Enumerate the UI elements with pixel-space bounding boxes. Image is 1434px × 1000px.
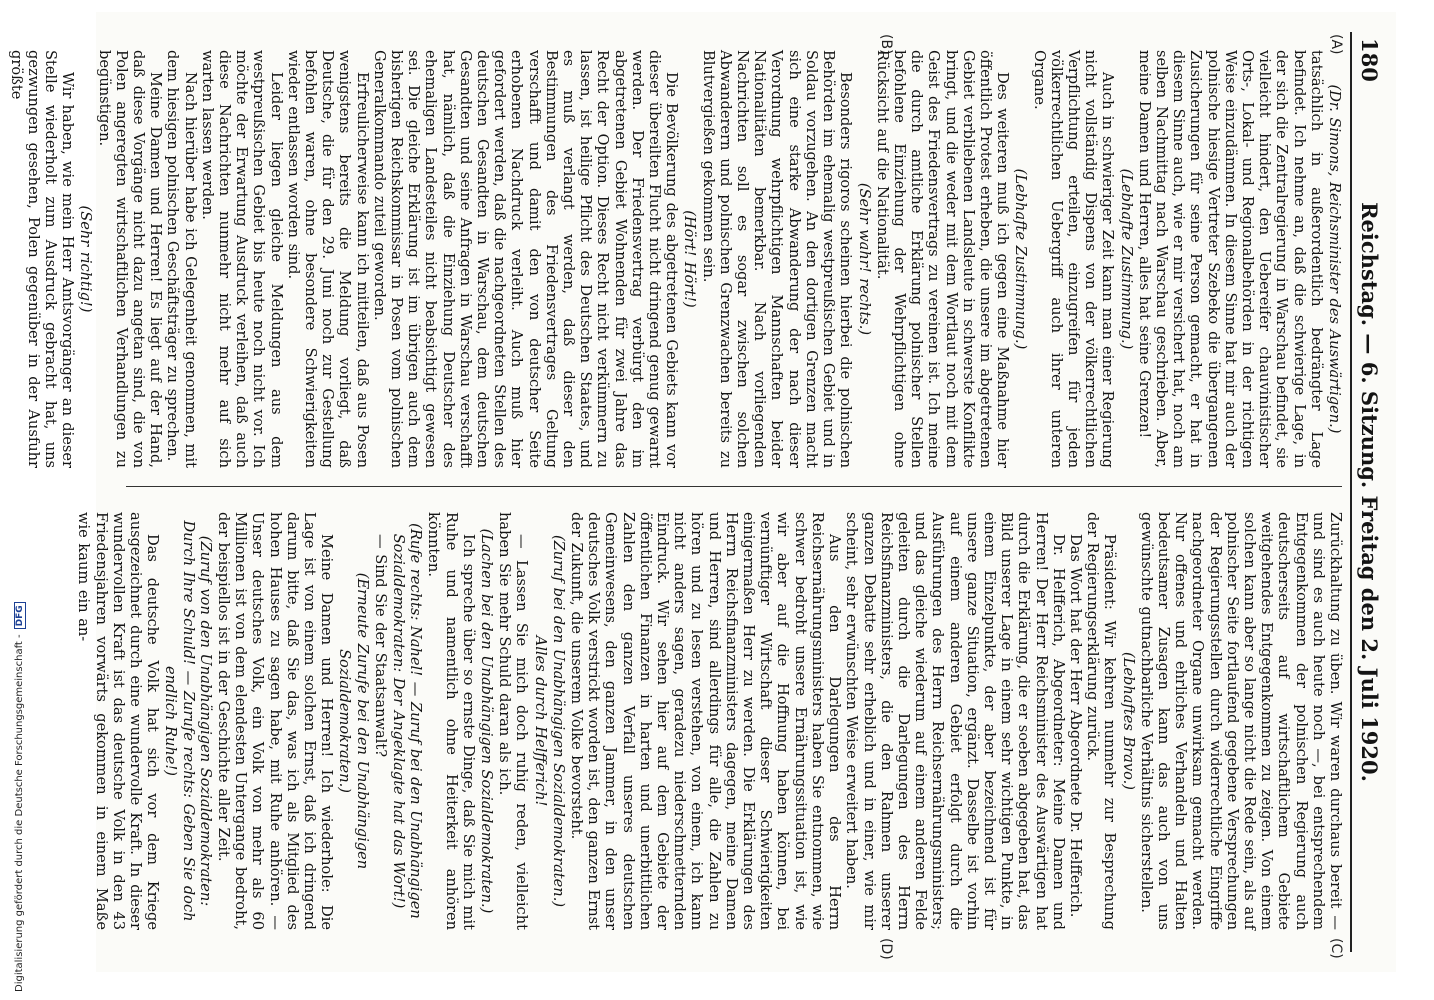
paragraph: Erfreulicherweise kann ich mitteilen, daß aus Posen wenigstens bereits die Meldung vorliegt, daß Deutsche, die für den 29. Juni noch zur Gestellung befohlen waren, ohne besondere Schwierigkeiten wieder entlassen worden sind. [284,50,371,468]
speaker-note: (Dr. Simons, Reichsminister des Auswärtigen.) [1326,84,1343,434]
margin-mark-b: (B) [878,34,894,55]
reaction: (Sehr wahr! rechts.) [855,182,873,336]
margin-mark-c: (C) [1328,938,1344,959]
reaction: (Lebhafte Zustimmung.) [1012,168,1030,350]
header-rule [1350,32,1352,952]
paragraph: Auch in schwieriger Zeit kann man einer Regierung nicht vollständig Dispens von der völkerrechtlichen Verpflichtung erteilen, einzugreifen für jeden völkerrechtlichen Uebergriff auch ihrer unteren Organe. [1030,50,1117,468]
paragraph: — Lassen Sie mich doch ruhig reden, vielleicht haben Sie mehr Schuld daran als ich. [496,512,531,930]
margin-mark-a: (A) [1328,34,1344,55]
paragraph: Zurückhaltung zu üben. Wir waren durchaus bereit — und sind es auch heute noch —, bei entsprechendem Entgegenkommen der polnischen Regierung auch deutscherseits auf wirtschaftlichem Gebiete weitgehendes Entgegenkommen zu zeigen. Von einem solchen kann aber so lange nicht die Rede sein, als auf polnischer Seite fortlaufend gegebene Versprechungen der Regierungsstellen durch widerrechtliche Eingriffe nachgeordneter Organe unwirksam gemacht werden. Nur offenes und ehrliches Verhandeln und Halten bedeutsamer Zusagen kann das auch von uns gewünschte gutnachbarliche Verhältnis sicherstellen. [1137,512,1344,930]
reaction: (Rufe rechts: Nahel! — Zuruf bei den Unabhängigen Sozialdemokraten: Der Angeklagte hat das Wort!) [390,523,425,919]
reaction: (Erneute Zurufe bei den Unabhängigen Sozialdemokraten.) [336,572,371,870]
reaction: Alles durch Helfferich! [531,635,549,807]
page-header [1356,32,1382,952]
paragraph: Präsident: Wir kehren nunmehr zur Besprechung der Regierungserklärung zurück. [1084,512,1119,930]
running-head: Reichstag. — 6. Sitzung. Freitag den 2. Juli 1920. [1357,202,1382,782]
digitization-credit [14,602,26,992]
paragraph: Meine Damen und Herren! Es liegt auf der Hand, daß diese Vorgänge nicht dazu angetan sind, die von Polen angeregten wirtschaftlichen Verhandlungen zu begünstigen. [95,50,165,468]
page-number: 180 [1357,38,1382,82]
reaction: (Hört! Hört!) [681,210,699,308]
paragraph: Des weiteren muß ich gegen eine Maßnahme hier öffentlich Protest erheben, die unsere im abgetretenen Gebiet verbliebenen Landsleute in schwerste Konflikte bringt, und die weder mit dem Wortlaut noch mit dem Geist des Friedensvertrags zu vereinen ist. Ich meine die durch amtliche Erklärung polnischer Stellen befohlene Einziehung der Wehrpflichtigen ohne Rücksicht auf die Nationalität. [873,50,1012,468]
reaction: (Sehr richtig!) [77,205,95,313]
reaction: (Lachen bei den Unabhängigen Sozialdemokraten.) [478,528,496,914]
paragraph: Aus den Darlegungen des Herrn Reichsernährungsministers haben Sie entnommen, wie schwer bedroht unsere Ernährungssituation ist, wie wir aber auf die Hoffnung haben können, bei vernünftiger Wirtschaft dieser Schwierigkeiten einigermaßen Herr zu werden. Die Erklärungen des Herrn Reichsfinanzministers dagegen, meine Damen und Herren, sind allerdings für alle, die Zahlen zu hören und zu lesen verstehen, von einem, ich kann nicht anders sagen, geradezu niederschmetternden Eindruck. Wir sehen hier auf dem Gebiete der öffentlichen Finanzen in harten und unerbittlichen Zahlen den ganzen Verfall unseres deutschen Gemeinwesens, den ganzen Jammer, in den unser deutsches Volk verstrickt worden ist, den ganzen Ernst der Zukunft, die unserem Volke bevorsteht. [568,512,844,930]
paragraph: Besonders rigoros scheinen hierbei die polnischen Behörden im ehemalig westpreußischen Gebiet und in Soldau vorzugehen. An den dortigen Grenzen macht sich eine starke Abwanderung der nach dieser Verordnung wehrpflichtigen Mannschaften beider Nationalitäten bemerkbar. Nach vorliegenden Nachrichten soll es sogar zwischen solchen Abwanderern und polnischen Grenzwachen bereits zu Blutvergießen gekommen sein. [699,50,855,468]
left-column [7,50,1344,468]
dfg-logo: DFG [14,602,26,629]
right-column [75,512,1344,930]
paragraph: Das deutsche Volk hat sich vor dem Kriege ausgezeichnet durch eine wundervolle Kraft. In dieser wundervollen Kraft ist das deutsche Volk in den 43 Friedensjahren vorwärts gekommen in einem Maße wie kaum ein an- [75,512,162,930]
paragraph: Ich spreche über so ernste Dinge, daß Sie mich mit Ruhe und namentlich ohne Heiterkeit anhören könnten. [425,512,477,930]
paragraph: Dr. Helfferich, Abgeordneter: Meine Damen und Herren! Der Herr Reichsminister des Auswärtigen hat durch die Erklärung, die er soeben abgegeben hat, das Bild unserer Lage in einem sehr wichtigen Punkte, in einem Einzelpunkte, der aber bezeichnend ist für unsere ganze Situation, ergänzt. Dasselbe ist vorhin auf einem anderen Gebiet erfolgt durch die Ausführungen des Herrn Reichsernährungsministers; und das gleiche wiederum auf einem anderen Felde geleiten durch die Darlegungen des Herrn Reichsfinanzministers, die den Rahmen unserer ganzen Debatte sehr erheblich und in einer, wie mir scheint, sehr erwünschten Weise erweitert haben. [843,512,1067,930]
paragraph: Leider liegen gleiche Meldungen aus dem westpreußischen Gebiet bis heute noch nicht vor. Ich möchte der Erwartung Ausdruck verleihen, daß auch diese Nachrichten nunmehr nicht mehr auf sich warten lassen werden. [198,50,285,468]
reaction: (Zuruf von den Unabhängigen Sozialdemokraten: Durch Ihre Schuld! — Zurufe rechts: Geben Sie doch endlich Ruhe!) [162,520,214,922]
paragraph: Nach hierüber habe ich Gelegenheit genommen, mit dem hiesigen polnischen Geschäftsträger zu sprechen. [164,50,199,468]
paragraph: Wir haben, wie mein Herr Amtsvorgänger an dieser Stelle wiederholt zum Ausdruck gebracht hat, uns gezwungen gesehen, Polen gegenüber in der Ausfuhr größte [7,50,77,468]
paragraph: tatsächlich in außerordentlich bedrängter Lage befindet. Ich nehme an, daß die schwierige Lage, in der sich die Zentralregierung in Warschau befindet, sie vielleicht hindert, den Uebereifer chauvinistischer Orts-, Lokal- und Regionalbehörden in der richtigen Weise einzudämmen. In diesem Sinne hat mir auch der polnische hiesige Vertreter Szebeko die übergangenen Zusicherungen für seine Person gemacht, er hat in diesem Sinne auch, wie er mir versichert hat, noch am selben Nachmittag nach Warschau geschrieben. Aber, meine Damen und Herren, alles hat seine Grenzen! [1135,50,1325,468]
paragraph: Das Wort hat der Herr Abgeordnete Dr. Helfferich. [1066,534,1084,918]
paragraph: Meine Damen und Herren! Ich wiederhole: Die Lage ist von einem solchen Ernst, daß ich dringend darum bitte, daß Sie das, was ich als Mitglied des hohen Hauses zu sagen habe, mit Ruhe anhören. — Unser deutsches Volk, ein Volk von mehr als 60 Millionen ist von dem elendesten Untergange bedroht, der beispiellos ist in der Geschichte aller Zeit. [215,512,336,930]
paragraph: Die Bevölkerung des abgetretenen Gebiets kann vor dieser übereilten Flucht nicht dringend genug gewarnt werden. Der Friedensvertrag verbürgt den im abgetretenen Gebiet Wohnenden für zwei Jahre das Recht der Option. Dieses Recht nicht verkümmern zu lassen, ist heilige Pflicht des Deutschen Staates, und es muß verlangt werden, daß dieser den Bestimmungen des Friedensvertrages Geltung verschafft und damit den von deutscher Seite erhobenen Nachdruck verleiht. Auch muß hier gefordert werden, daß die nachgeordneten Stellen des deutschen Gesandten in Warschau, dem deutschen Gesandten und seine Anfragen in Warschau verschafft hat, nämlich, daß die Einziehung Deutscher des ehemaligen Landesteiles nicht beabsichtigt gewesen sei. Die gleiche Erklärung ist im übrigen auch dem bisherigen Reichskommissar in Posen vom polnischen Generalkommando zuteil geworden. [370,50,681,468]
credit-text: Digitalisierung gefördert durch die Deutsche Forschungsgemeinschaft - [14,634,25,992]
reaction: (Lebhaftes Bravo.) [1119,651,1137,790]
column-divider [126,486,1342,487]
paragraph: — Sind Sie der Staatsanwalt? [371,534,389,758]
margin-mark-d: (D) [878,938,894,960]
reaction: (Zuruf bei den Unabhängigen Sozialdemokraten.) [549,534,567,908]
reaction: (Lebhafte Zustimmung.) [1117,168,1135,350]
